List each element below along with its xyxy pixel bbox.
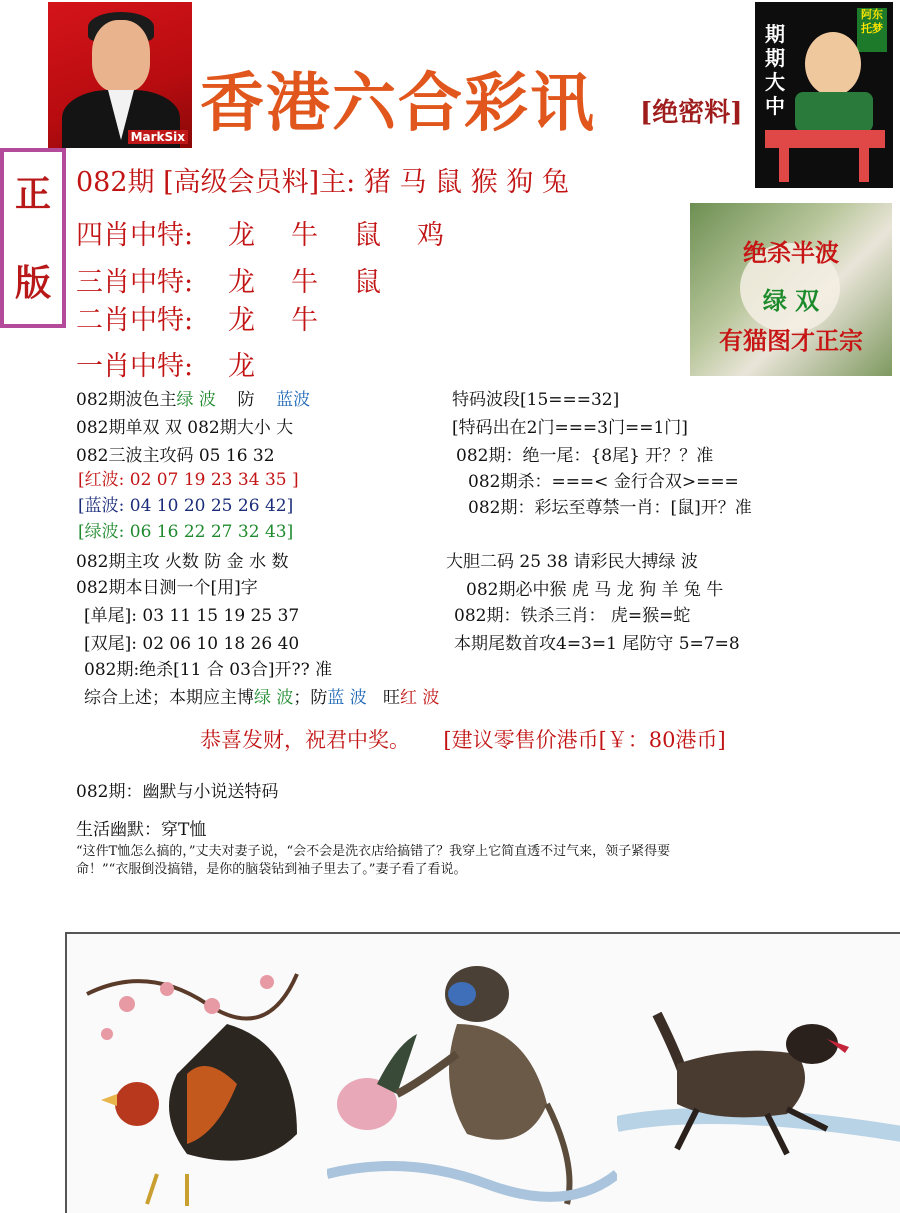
- congrats-text: 恭喜发财，祝君中奖。: [200, 728, 410, 752]
- mascot-text: 期期大中: [765, 22, 785, 118]
- bold-two-line: 大胆二码 25 38 请彩民大搏绿 波: [446, 552, 698, 572]
- wave-color-line: [76, 390, 310, 410]
- zodiac: 鼠: [354, 267, 381, 298]
- red-wave-line: [红波: 02 07 19 23 34 35 ]: [78, 470, 299, 490]
- single-tail-line: [单尾]: 03 11 15 19 25 37: [84, 606, 300, 626]
- forbid-line: 082期：彩坛至尊禁一肖：[鼠]开？准: [468, 498, 752, 518]
- marksix-logo: MarkSix: [128, 130, 188, 144]
- summary-line: [84, 688, 439, 708]
- blue-wave-line: [蓝波: 04 10 20 25 26 42]: [78, 496, 294, 516]
- tail-attack-line: 本期尾数首攻4=3=1 尾防守 5=7=8: [454, 634, 740, 654]
- summary-mid: ；防: [293, 688, 328, 708]
- summary-blue: 蓝 波: [327, 688, 367, 708]
- four-label: 四肖中特:: [76, 220, 194, 251]
- wave-prefix: 082期波色主: [76, 390, 177, 410]
- authentic-stamp: [0, 148, 66, 328]
- mascot-image: [755, 2, 893, 188]
- humor-heading: 082期：幽默与小说送特码: [76, 782, 279, 802]
- word-test-line: 082期本日测一个[用]字: [76, 578, 258, 598]
- zodiac: 牛: [291, 267, 318, 298]
- humor-line-1: “这件T恤怎么搞的，”丈夫对妻子说，“会不会是洗衣店给搞错了？我穿上它简直透不过气来，领子紧得要: [76, 844, 671, 859]
- four-zodiac-row: [76, 213, 480, 252]
- summary-red: 红 波: [400, 688, 440, 708]
- kill-line: 082期:绝杀[11 合 03合]开?? 准: [84, 660, 333, 680]
- zodiac: 龙: [228, 267, 255, 298]
- rooster-painting: [67, 934, 327, 1213]
- catbox-line-3: 有猫图才正宗: [719, 326, 863, 355]
- green-wave-line: [绿波: 06 16 22 27 32 43]: [78, 522, 294, 542]
- attack-line: 082期主攻 火数 防 金 水 数: [76, 552, 289, 572]
- must-hit-line: 082期必中猴 虎 马 龙 狗 羊 兔 牛: [466, 580, 724, 600]
- one-zodiac-row: [76, 344, 291, 383]
- monkey-painting: [327, 934, 617, 1213]
- catbox-line-1: 绝杀半波: [743, 238, 839, 267]
- zodiac: 鸡: [417, 220, 444, 251]
- zodiac: 牛: [291, 305, 318, 336]
- zodiac: 龙: [228, 305, 255, 336]
- stamp-char-2: 版: [14, 262, 51, 304]
- summary-wang: 旺: [383, 688, 401, 708]
- member-row: 082期 [高级会员料]主: 猪 马 鼠 猴 狗 兔: [76, 167, 569, 198]
- three-zodiac-row: [76, 260, 417, 299]
- humor-line-2: 命！”“衣服倒没搞错，是你的脑袋钻到袖子里去了。”妻子看了看说。: [76, 862, 467, 877]
- cat-image-box: [690, 203, 892, 376]
- title-tag: [绝密料]: [640, 98, 743, 128]
- portrait-image: [48, 2, 192, 148]
- two-zodiac-row: [76, 298, 354, 337]
- door-line: [特码出在2门===3门==1门]: [452, 418, 688, 438]
- dog-painting: [617, 934, 900, 1213]
- three-wave-line: 082三波主攻码 05 16 32: [76, 446, 275, 466]
- one-label: 一肖中特:: [76, 351, 194, 382]
- summary-prefix: 综合上述；本期应主博: [84, 688, 254, 708]
- humor-sub: 生活幽默：穿T恤: [76, 820, 207, 840]
- summary-green: 绿 波: [254, 688, 294, 708]
- price-text: [建议零售价港币[￥：80港币]: [443, 728, 726, 752]
- tail-one-line: 082期：绝一尾：{8尾} 开？？准: [456, 446, 714, 466]
- zodiac: 鼠: [354, 220, 381, 251]
- single-double-line: 082期单双 双 082期大小 大: [76, 418, 294, 438]
- zodiac: 龙: [228, 351, 255, 382]
- zodiac: 牛: [291, 220, 318, 251]
- kill-combo-line: 082期杀：===< 金行合双>===: [468, 472, 739, 492]
- three-label: 三肖中特:: [76, 267, 194, 298]
- two-label: 二肖中特:: [76, 305, 194, 336]
- wave-guard: 蓝波: [276, 390, 311, 410]
- segment-line: 特码波段[15===32]: [452, 390, 620, 410]
- wave-guard-label: 防: [237, 390, 255, 410]
- kill-three-line: 082期：铁杀三肖： 虎=猴=蛇: [454, 606, 691, 626]
- painting-strip: [65, 932, 900, 1213]
- double-tail-line: [双尾]: 02 06 10 18 26 40: [84, 634, 300, 654]
- congrats-line: [200, 724, 726, 754]
- zodiac: 龙: [228, 220, 255, 251]
- mascot-tag: 阿东托梦: [857, 8, 887, 52]
- wave-main: 绿 波: [176, 390, 216, 410]
- page-title: 香港六合彩讯: [200, 67, 596, 141]
- stamp-char-1: 正: [14, 173, 51, 215]
- catbox-line-2: 绿 双: [762, 286, 820, 315]
